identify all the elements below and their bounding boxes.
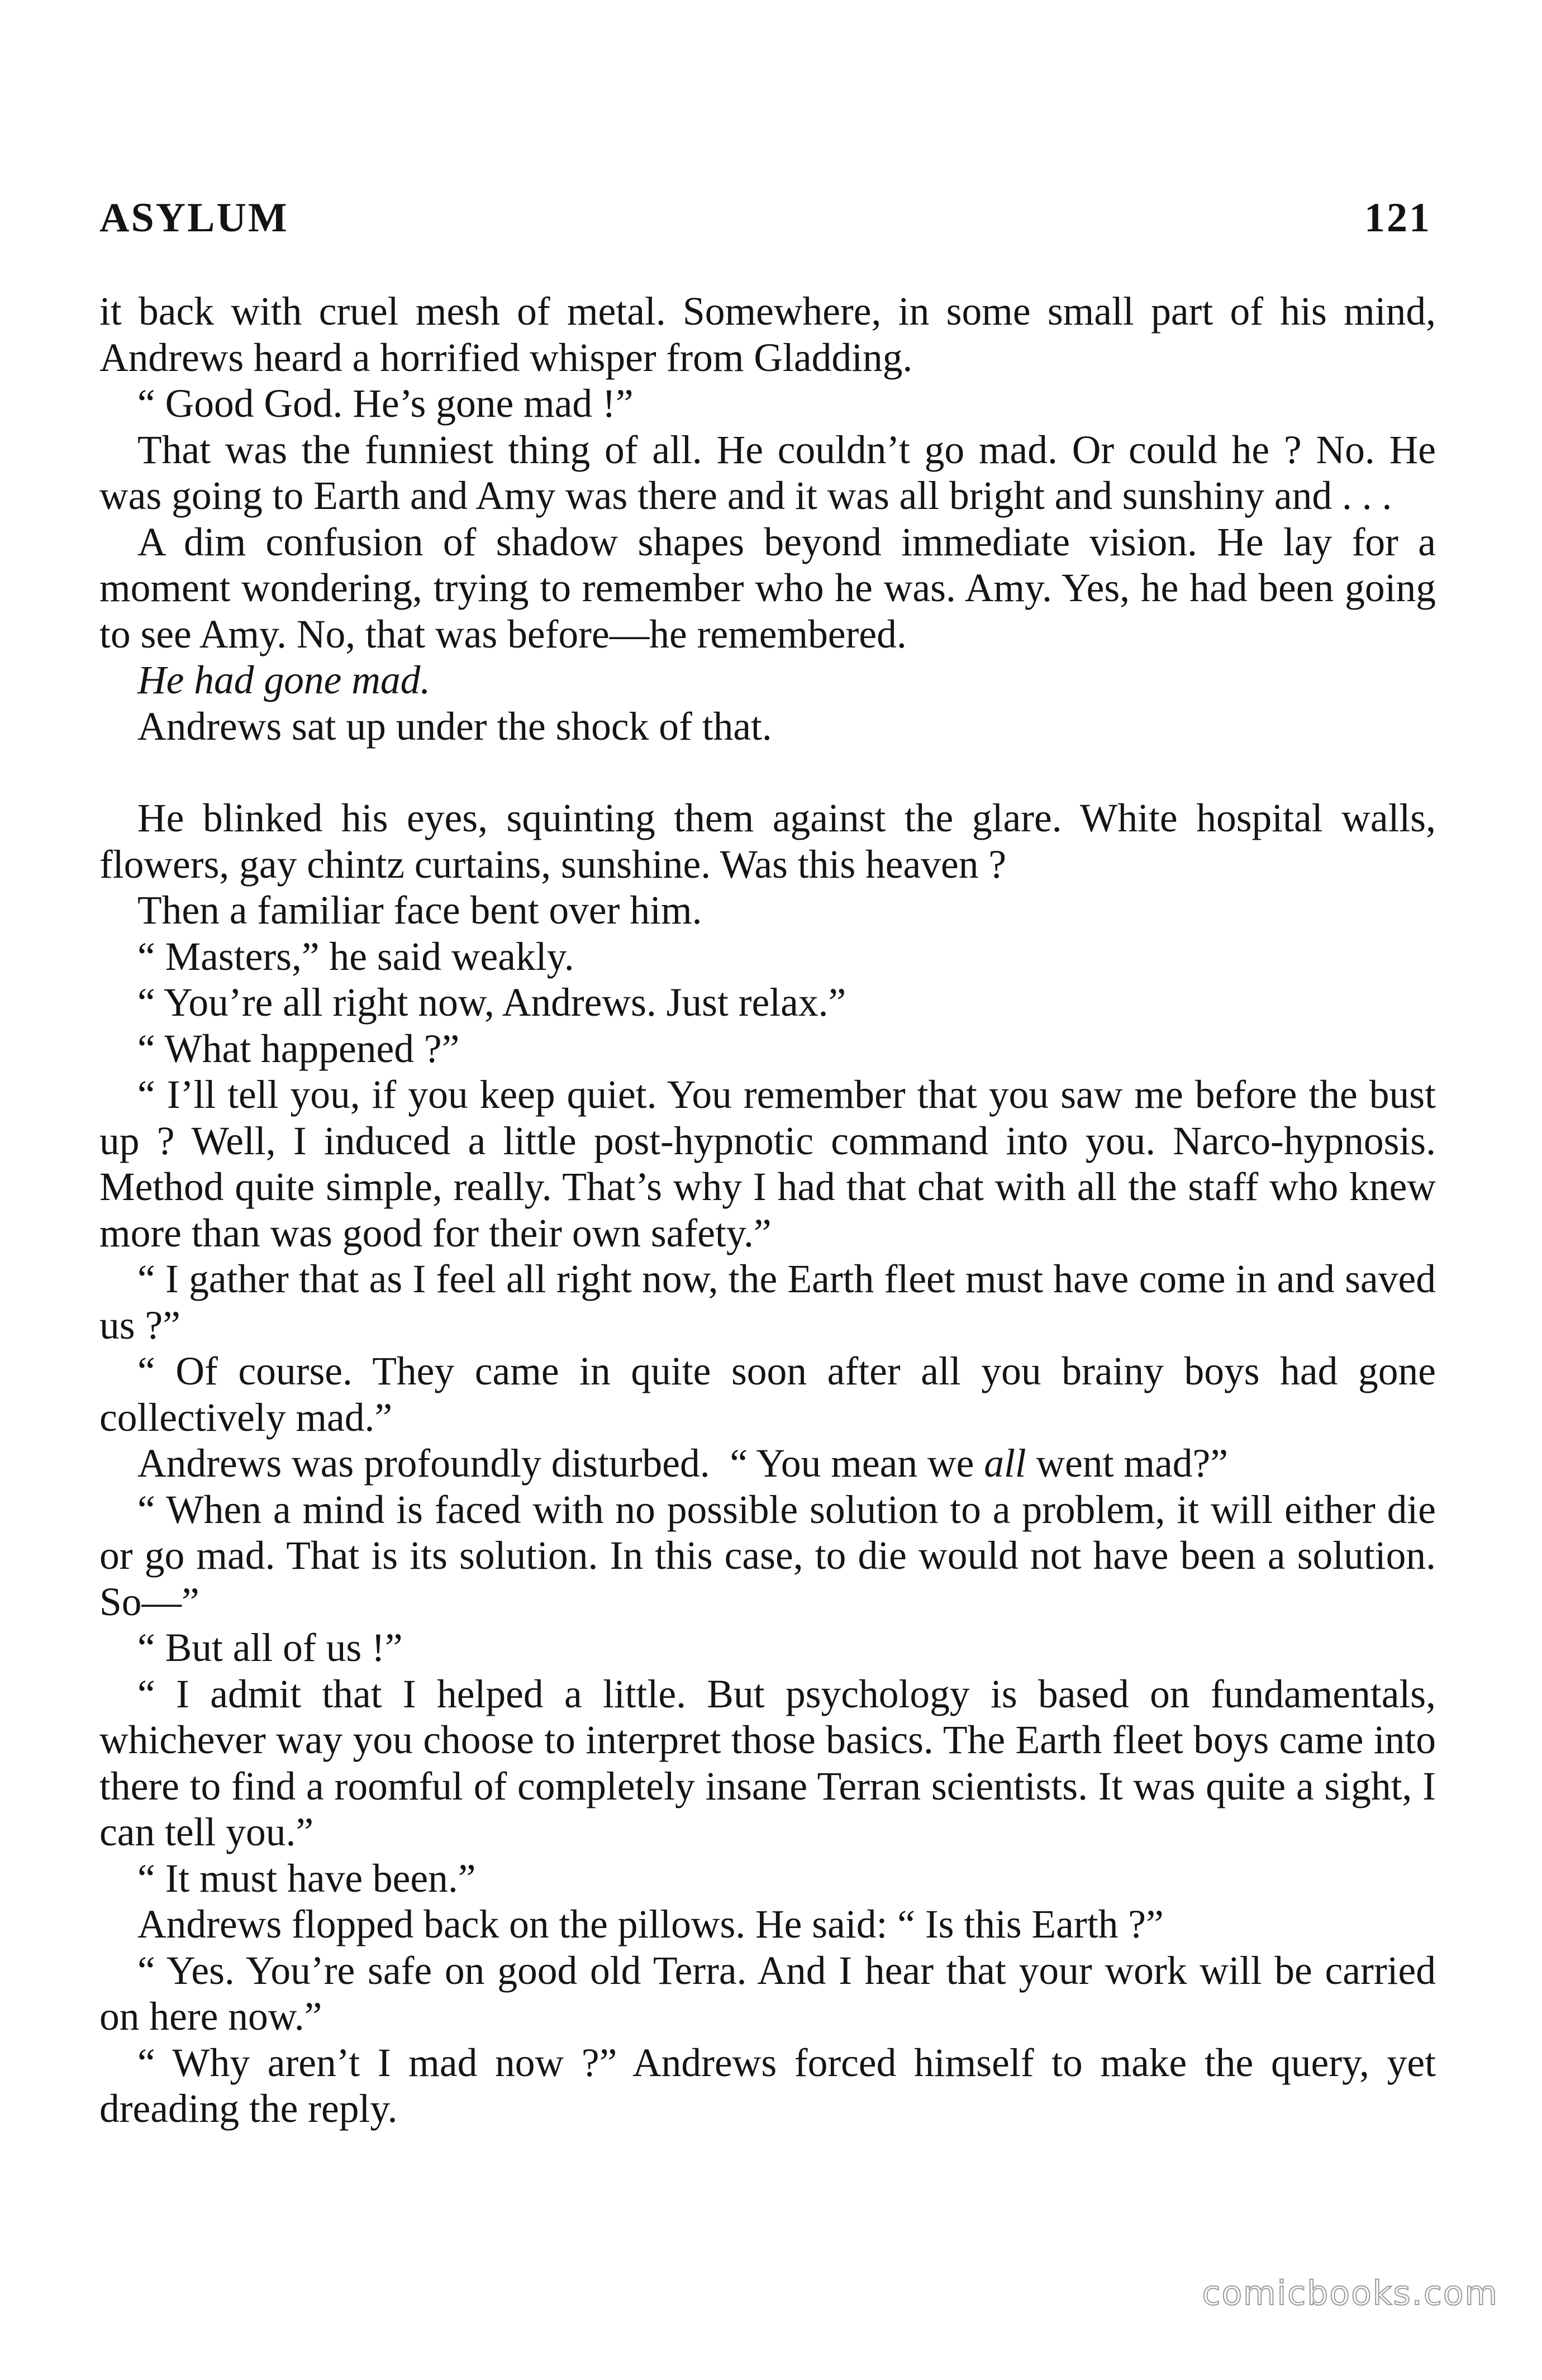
- paragraph: “ You’re all right now, Andrews. Just relax.”: [137, 980, 846, 1025]
- running-header: [99, 194, 1436, 245]
- paragraph: “ Why aren’t I mad now ?” Andrews forced himself to make the query, yet dreading the reply.: [99, 2040, 1436, 2131]
- paragraph-italic: He had gone mad.: [137, 658, 431, 702]
- dialogue-end: went mad?”: [1026, 1441, 1228, 1486]
- paragraph: That was the funniest thing of all. He couldn’t go mad. Or could he ? No. He was going to Earth and Amy was there and it was all bright and sunshiny and . . .: [99, 427, 1436, 518]
- paragraph: “ Of course. They came in quite soon after all you brainy boys had gone collectively mad.”: [99, 1349, 1436, 1440]
- paragraph: Andrews flopped back on the pillows. He said: “ Is this Earth ?”: [137, 1902, 1164, 1946]
- page-number: 121: [1364, 195, 1431, 241]
- narration: Andrews was profoundly disturbed.: [137, 1441, 710, 1486]
- paragraph: Then a familiar face bent over him.: [137, 888, 702, 932]
- paragraph: “ But all of us !”: [137, 1626, 403, 1670]
- paragraph: “ Good God. He’s gone mad !”: [137, 382, 634, 426]
- dialogue-start: “ You mean we: [730, 1441, 984, 1486]
- paragraph: “ It must have been.”: [137, 1856, 476, 1901]
- paragraph: “ What happened ?”: [137, 1026, 460, 1071]
- paragraph: Andrews sat up under the shock of that.: [137, 704, 772, 749]
- paragraph: it back with cruel mesh of metal. Somewhere, in some small part of his mind, Andrews heard a horrified whisper from Gladding.: [99, 289, 1436, 380]
- paragraph: “ I gather that as I feel all right now, the Earth fleet must have come in and saved us ?”: [99, 1257, 1436, 1348]
- paragraph: [99, 1441, 1436, 1487]
- paragraph: “ I’ll tell you, if you keep quiet. You remember that you saw me before the bust up ? Well, I induced a little post-hypnotic command into you. Narco-hypnosis. Method quite simple, really. That’s why I had that chat with all the staff who knew more than was good for their own safety.”: [99, 1073, 1436, 1255]
- watermark: comicbooks.com: [1202, 2274, 1498, 2313]
- paragraph: “ Masters,” he said weakly.: [137, 934, 574, 979]
- body-text: [99, 289, 1436, 2133]
- book-page: [99, 0, 1436, 2380]
- paragraph: “ Yes. You’re safe on good old Terra. And I hear that your work will be carried on here now.”: [99, 1948, 1436, 2039]
- paragraph: He blinked his eyes, squinting them against the glare. White hospital walls, flowers, gay chintz curtains, sunshine. Was this heaven ?: [99, 796, 1436, 887]
- paragraph: “ I admit that I helped a little. But psychology is based on fundamentals, whichever way you choose to interpret those basics. The Earth fleet boys came into there to find a roomful of completely insane Terran scientists. It was quite a sight, I can tell you.”: [99, 1672, 1436, 1854]
- emphasis: all: [984, 1441, 1026, 1486]
- running-title: ASYLUM: [99, 195, 289, 241]
- section-break: [99, 750, 1436, 796]
- paragraph: A dim confusion of shadow shapes beyond immediate vision. He lay for a moment wondering, trying to remember who he was. Amy. Yes, he had been going to see Amy. No, that was before—he remembered.: [99, 520, 1436, 656]
- paragraph: “ When a mind is faced with no possible solution to a problem, it will either die or go mad. That is its solution. In this case, to die would not have been a solution. So—”: [99, 1487, 1436, 1624]
